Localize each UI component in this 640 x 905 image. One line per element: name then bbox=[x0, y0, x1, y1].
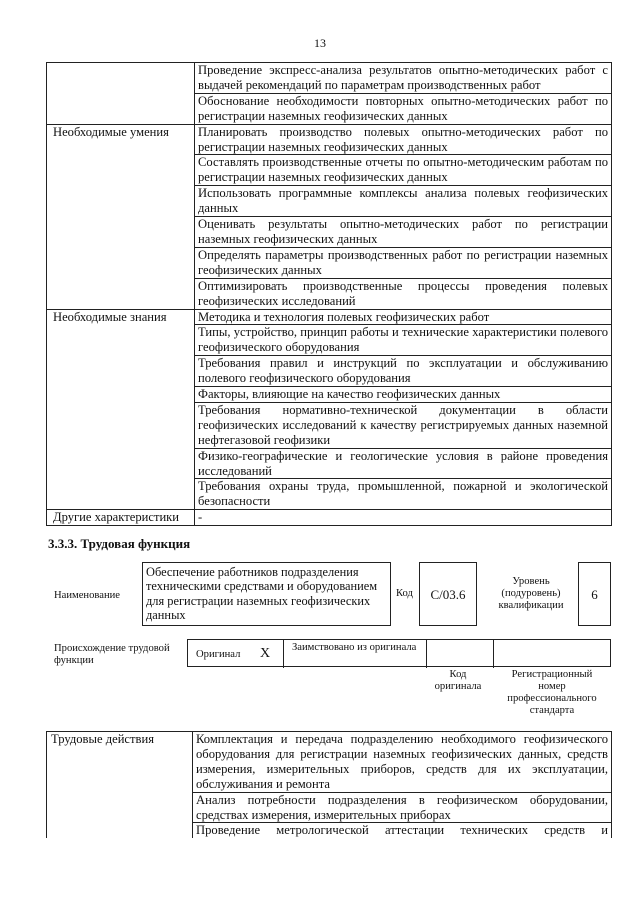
row-label-skills: Необходимые умения bbox=[47, 124, 195, 309]
table-cell: Комплектация и передача подразделению необходимого геофизического оборудования для регистрации наземных геофизических данных, средств измерения, измерительных приборов, средств для их эксплуатации, обслуживания и ремонта bbox=[193, 732, 612, 793]
borrowed-label: Заимствовано из оригинала bbox=[292, 642, 417, 653]
table-cell: Физико-географические и геологические условия в районе проведения исследований bbox=[195, 448, 612, 479]
level-box bbox=[578, 562, 611, 626]
row-label-knowledge: Необходимые знания bbox=[47, 309, 195, 510]
row-label-actions: Трудовые действия bbox=[47, 732, 193, 839]
code-value: C/03.6 bbox=[430, 587, 466, 602]
table-cell: Оптимизировать производственные процессы проведения полевых геофизических исследований bbox=[195, 278, 612, 309]
table-cell: Использовать программные комплексы анализа полевых геофизических данных bbox=[195, 186, 612, 217]
origin-box bbox=[187, 639, 611, 667]
table-cell: - bbox=[195, 510, 612, 526]
level-label: Уровень (подуровень) квалификации bbox=[498, 576, 564, 611]
labor-actions-table bbox=[46, 731, 612, 838]
table-cell: Обоснование необходимости повторных опытно-методических работ по регистрации наземных геофизических данных bbox=[195, 93, 612, 124]
reg-number-caption: Регистрационный номер профессионального стандарта bbox=[507, 669, 597, 716]
table-cell: Требования охраны труда, промышленной, пожарной и экологической безопасности bbox=[195, 479, 612, 510]
table-cell: Анализ потребности подразделения в геофизическом оборудовании, средствах измерения, измерительных приборах bbox=[193, 792, 612, 823]
name-value: Обеспечение работников подразделения техническими средствами и оборудованием для регистрации наземных геофизических данных bbox=[146, 565, 378, 623]
name-label: Наименование bbox=[54, 590, 120, 601]
code-label: Код bbox=[396, 588, 413, 599]
table-cell: Определять параметры производственных работ по регистрации наземных геофизических данных bbox=[195, 247, 612, 278]
table-cell: Требования нормативно-технической документации в области геофизических исследований к качеству регистрируемых данных наземной нефтегазовой геофизики bbox=[195, 402, 612, 448]
table-cell: Составлять производственные отчеты по опытно-методическим работам по регистрации наземных геофизических данных bbox=[195, 155, 612, 186]
origin-label: Происхождение трудовой функции bbox=[54, 643, 170, 666]
table-cell: Проведение экспресс-анализа результатов опытно-методических работ с выдачей рекомендаций по параметрам производственных работ bbox=[195, 63, 612, 94]
page-number: 13 bbox=[314, 36, 326, 50]
table-cell: Требования правил и инструкций по эксплуатации и обслуживанию полевого геофизического оборудования bbox=[195, 356, 612, 387]
original-label: Оригинал bbox=[196, 649, 241, 660]
table-cell: Оценивать результаты опытно-методических работ по регистрации наземных геофизических данных bbox=[195, 217, 612, 248]
table-cell: Типы, устройство, принцип работы и технические характеристики полевого геофизического оборудования bbox=[195, 325, 612, 356]
table-cell: Проведение метрологической аттестации технических средств и bbox=[193, 823, 612, 838]
skills-knowledge-table bbox=[46, 62, 612, 526]
row-label-continued bbox=[47, 63, 195, 125]
section-title: 3.3.3. Трудовая функция bbox=[48, 536, 191, 551]
level-value: 6 bbox=[591, 587, 598, 602]
table-cell: Факторы, влияющие на качество геофизических данных bbox=[195, 387, 612, 403]
row-label-other: Другие характеристики bbox=[47, 510, 195, 526]
code-original-caption: Код оригинала bbox=[434, 669, 482, 692]
code-box bbox=[419, 562, 477, 626]
original-mark: X bbox=[260, 646, 271, 661]
name-box bbox=[142, 562, 391, 626]
table-cell: Планировать производство полевых опытно-методических работ по регистрации наземных геофизических данных bbox=[195, 124, 612, 155]
table-cell: Методика и технология полевых геофизических работ bbox=[195, 309, 612, 325]
